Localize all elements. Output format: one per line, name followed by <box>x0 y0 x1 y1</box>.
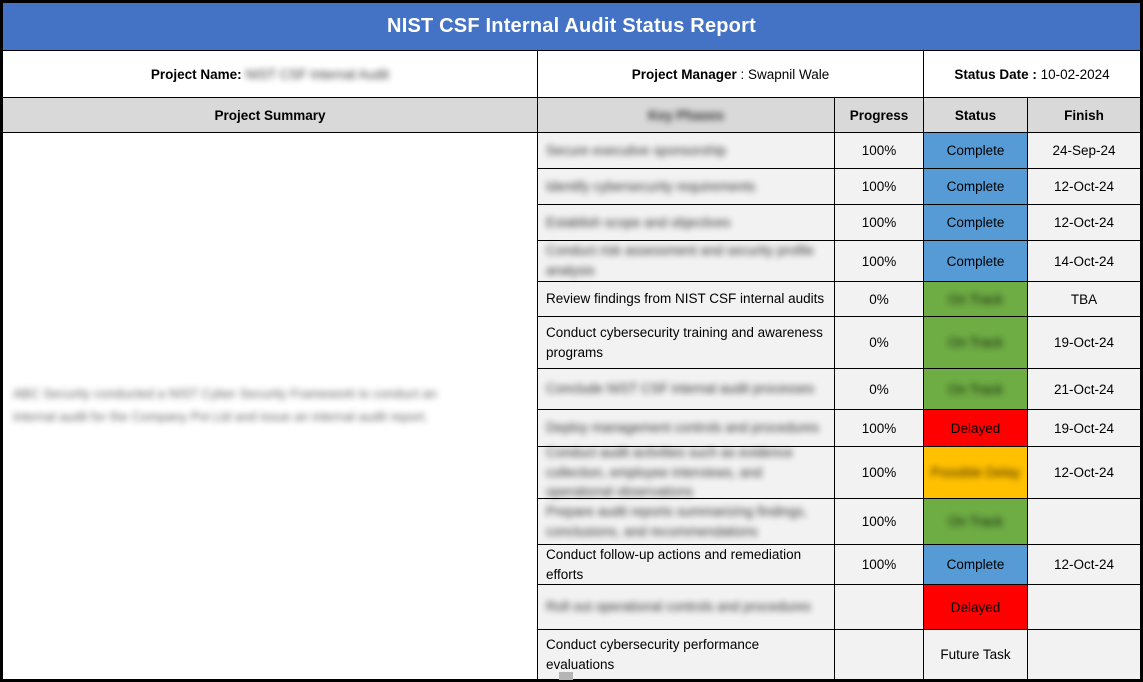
table-header-row <box>3 98 1140 133</box>
project-summary-text: ABC Security conducted a NIST Cyber Security Framework to conduct an internal audit for the Company Pvt Ltd and issue an internal audit report. <box>13 386 437 424</box>
header-status <box>924 98 1028 132</box>
project-summary-header-label: Project Summary <box>214 107 326 123</box>
finish-text: 12-Oct-24 <box>1053 465 1115 480</box>
finish-text: 21-Oct-24 <box>1053 381 1115 397</box>
phase-cell <box>538 630 835 679</box>
header-key-phases <box>538 98 835 132</box>
project-summary-cell <box>3 133 538 679</box>
progress-cell <box>835 369 924 409</box>
progress-text: 100% <box>861 215 897 230</box>
progress-text: 0% <box>869 381 889 397</box>
status-date-value: 10-02-2024 <box>1040 66 1110 82</box>
finish-text: 12-Oct-24 <box>1053 557 1115 572</box>
phase-cell <box>538 205 835 240</box>
project-name-label: Project Name: <box>150 66 242 82</box>
progress-cell <box>835 241 924 281</box>
progress-cell <box>835 630 924 679</box>
phase-cell <box>538 241 835 281</box>
status-badge: Possible Delay <box>930 465 1021 480</box>
phase-text: Conduct cybersecurity performance evaluations <box>546 636 760 672</box>
table-row <box>538 585 1140 630</box>
progress-text: 0% <box>869 335 889 350</box>
status-cell <box>924 630 1028 679</box>
status-cell <box>924 410 1028 446</box>
finish-cell <box>1028 369 1140 409</box>
phase-cell <box>538 369 835 409</box>
phase-cell <box>538 317 835 368</box>
status-badge: Future Task <box>940 647 1011 662</box>
project-manager-value: : Swapnil Wale <box>736 66 830 82</box>
table-body <box>3 133 1140 679</box>
header-finish <box>1028 98 1140 132</box>
table-row <box>538 133 1140 169</box>
phase-cell <box>538 133 835 168</box>
phase-text: Identify cybersecurity requirements <box>546 178 756 194</box>
header-progress <box>835 98 924 132</box>
progress-text: 100% <box>861 465 897 480</box>
progress-text: 100% <box>861 557 897 572</box>
table-row <box>538 205 1140 241</box>
phases-table <box>538 133 1140 679</box>
status-cell <box>924 282 1028 316</box>
phase-text: Conclude NIST CSF internal audit processes <box>546 381 815 397</box>
status-cell <box>924 133 1028 168</box>
finish-cell <box>1028 447 1140 498</box>
finish-cell <box>1028 499 1140 544</box>
finish-text: 12-Oct-24 <box>1053 215 1115 230</box>
phase-text: Establish scope and objectives <box>546 214 731 230</box>
status-header-label: Status <box>954 107 997 123</box>
finish-cell <box>1028 205 1140 240</box>
finish-cell <box>1028 410 1140 446</box>
finish-cell <box>1028 241 1140 281</box>
finish-cell <box>1028 169 1140 204</box>
report-title-bar <box>3 3 1140 51</box>
progress-text: 100% <box>861 179 897 194</box>
progress-cell <box>835 585 924 629</box>
finish-text: 19-Oct-24 <box>1053 420 1115 436</box>
project-manager-label: Project Manager <box>631 66 737 82</box>
status-cell <box>924 369 1028 409</box>
status-badge: Complete <box>946 253 1005 269</box>
table-row <box>538 369 1140 410</box>
table-row <box>538 317 1140 369</box>
phase-cell <box>538 447 835 498</box>
status-cell <box>924 585 1028 629</box>
progress-cell <box>835 133 924 168</box>
progress-header-label: Progress <box>849 107 909 123</box>
table-row <box>538 282 1140 317</box>
project-name-value: NIST CSF Internal Audit <box>241 66 390 82</box>
status-cell <box>924 241 1028 281</box>
finish-cell <box>1028 585 1140 629</box>
status-cell <box>924 205 1028 240</box>
status-badge: Complete <box>946 215 1005 230</box>
phase-text: Conduct follow-up actions and remediation efforts <box>546 546 802 582</box>
table-row <box>538 630 1140 679</box>
progress-cell <box>835 282 924 316</box>
progress-text: 100% <box>861 514 897 529</box>
progress-cell <box>835 205 924 240</box>
progress-cell <box>835 545 924 584</box>
status-badge: On Track <box>948 381 1003 397</box>
status-cell <box>924 499 1028 544</box>
status-badge: Complete <box>946 179 1005 194</box>
status-cell <box>924 169 1028 204</box>
phase-text: Conduct cybersecurity training and awareness programs <box>546 324 823 360</box>
phase-text: Conduct risk assessment and security profile analysis <box>546 243 814 278</box>
progress-text: 100% <box>861 143 897 158</box>
phase-cell <box>538 499 835 544</box>
header-project-summary <box>3 98 538 132</box>
status-badge: On Track <box>948 514 1003 529</box>
status-badge: Complete <box>946 557 1005 572</box>
status-cell <box>924 447 1028 498</box>
project-manager-cell <box>538 51 924 97</box>
phase-cell <box>538 282 835 316</box>
phase-cell <box>538 169 835 204</box>
status-badge: Delayed <box>950 599 1001 615</box>
finish-text: 19-Oct-24 <box>1053 335 1115 350</box>
progress-cell <box>835 410 924 446</box>
table-row <box>538 499 1140 545</box>
status-cell <box>924 317 1028 368</box>
table-row <box>538 545 1140 585</box>
status-badge: Complete <box>946 143 1005 158</box>
progress-cell <box>835 317 924 368</box>
project-info-row <box>3 51 1140 98</box>
status-date-cell <box>924 51 1140 97</box>
progress-cell <box>835 499 924 544</box>
phase-cell <box>538 545 835 584</box>
phase-text: Conduct audit activities such as evidence collection, employee interviews, and operational observations <box>546 445 793 500</box>
status-badge: Delayed <box>950 420 1001 436</box>
phase-cell <box>538 410 835 446</box>
finish-cell <box>1028 630 1140 679</box>
status-badge: On Track <box>948 291 1003 307</box>
table-row <box>538 241 1140 282</box>
status-cell <box>924 545 1028 584</box>
progress-cell <box>835 447 924 498</box>
status-date-label: Status Date : <box>954 66 1041 82</box>
status-badge: On Track <box>948 335 1003 350</box>
finish-cell <box>1028 282 1140 316</box>
finish-cell <box>1028 133 1140 168</box>
key-phases-header-label: Key Phases <box>648 107 724 123</box>
phase-text: Secure executive sponsorship <box>546 142 727 158</box>
finish-cell <box>1028 317 1140 368</box>
progress-text: 100% <box>861 420 897 436</box>
progress-text: 100% <box>861 253 897 269</box>
progress-cell <box>835 169 924 204</box>
phase-text: Deploy management controls and procedures <box>546 420 820 436</box>
phase-cell <box>538 585 835 629</box>
table-row <box>538 410 1140 447</box>
report-title: NIST CSF Internal Audit Status Report <box>387 15 756 37</box>
phase-text: Review findings from NIST CSF internal audits <box>546 291 825 307</box>
table-row <box>538 447 1140 499</box>
project-name-cell <box>3 51 538 97</box>
finish-header-label: Finish <box>1064 107 1104 123</box>
finish-text: TBA <box>1070 291 1098 307</box>
finish-text: 24-Sep-24 <box>1052 143 1116 158</box>
scrollbar-fragment[interactable] <box>559 672 573 680</box>
finish-cell <box>1028 545 1140 584</box>
table-row <box>538 169 1140 205</box>
finish-text: 12-Oct-24 <box>1053 179 1115 194</box>
phase-text: Roll out operational controls and procedures <box>546 599 811 615</box>
phase-text: Prepare audit reports summarizing findings, conclusions, and recommendations <box>546 503 808 539</box>
progress-text: 0% <box>869 291 889 307</box>
finish-text: 14-Oct-24 <box>1053 253 1115 269</box>
